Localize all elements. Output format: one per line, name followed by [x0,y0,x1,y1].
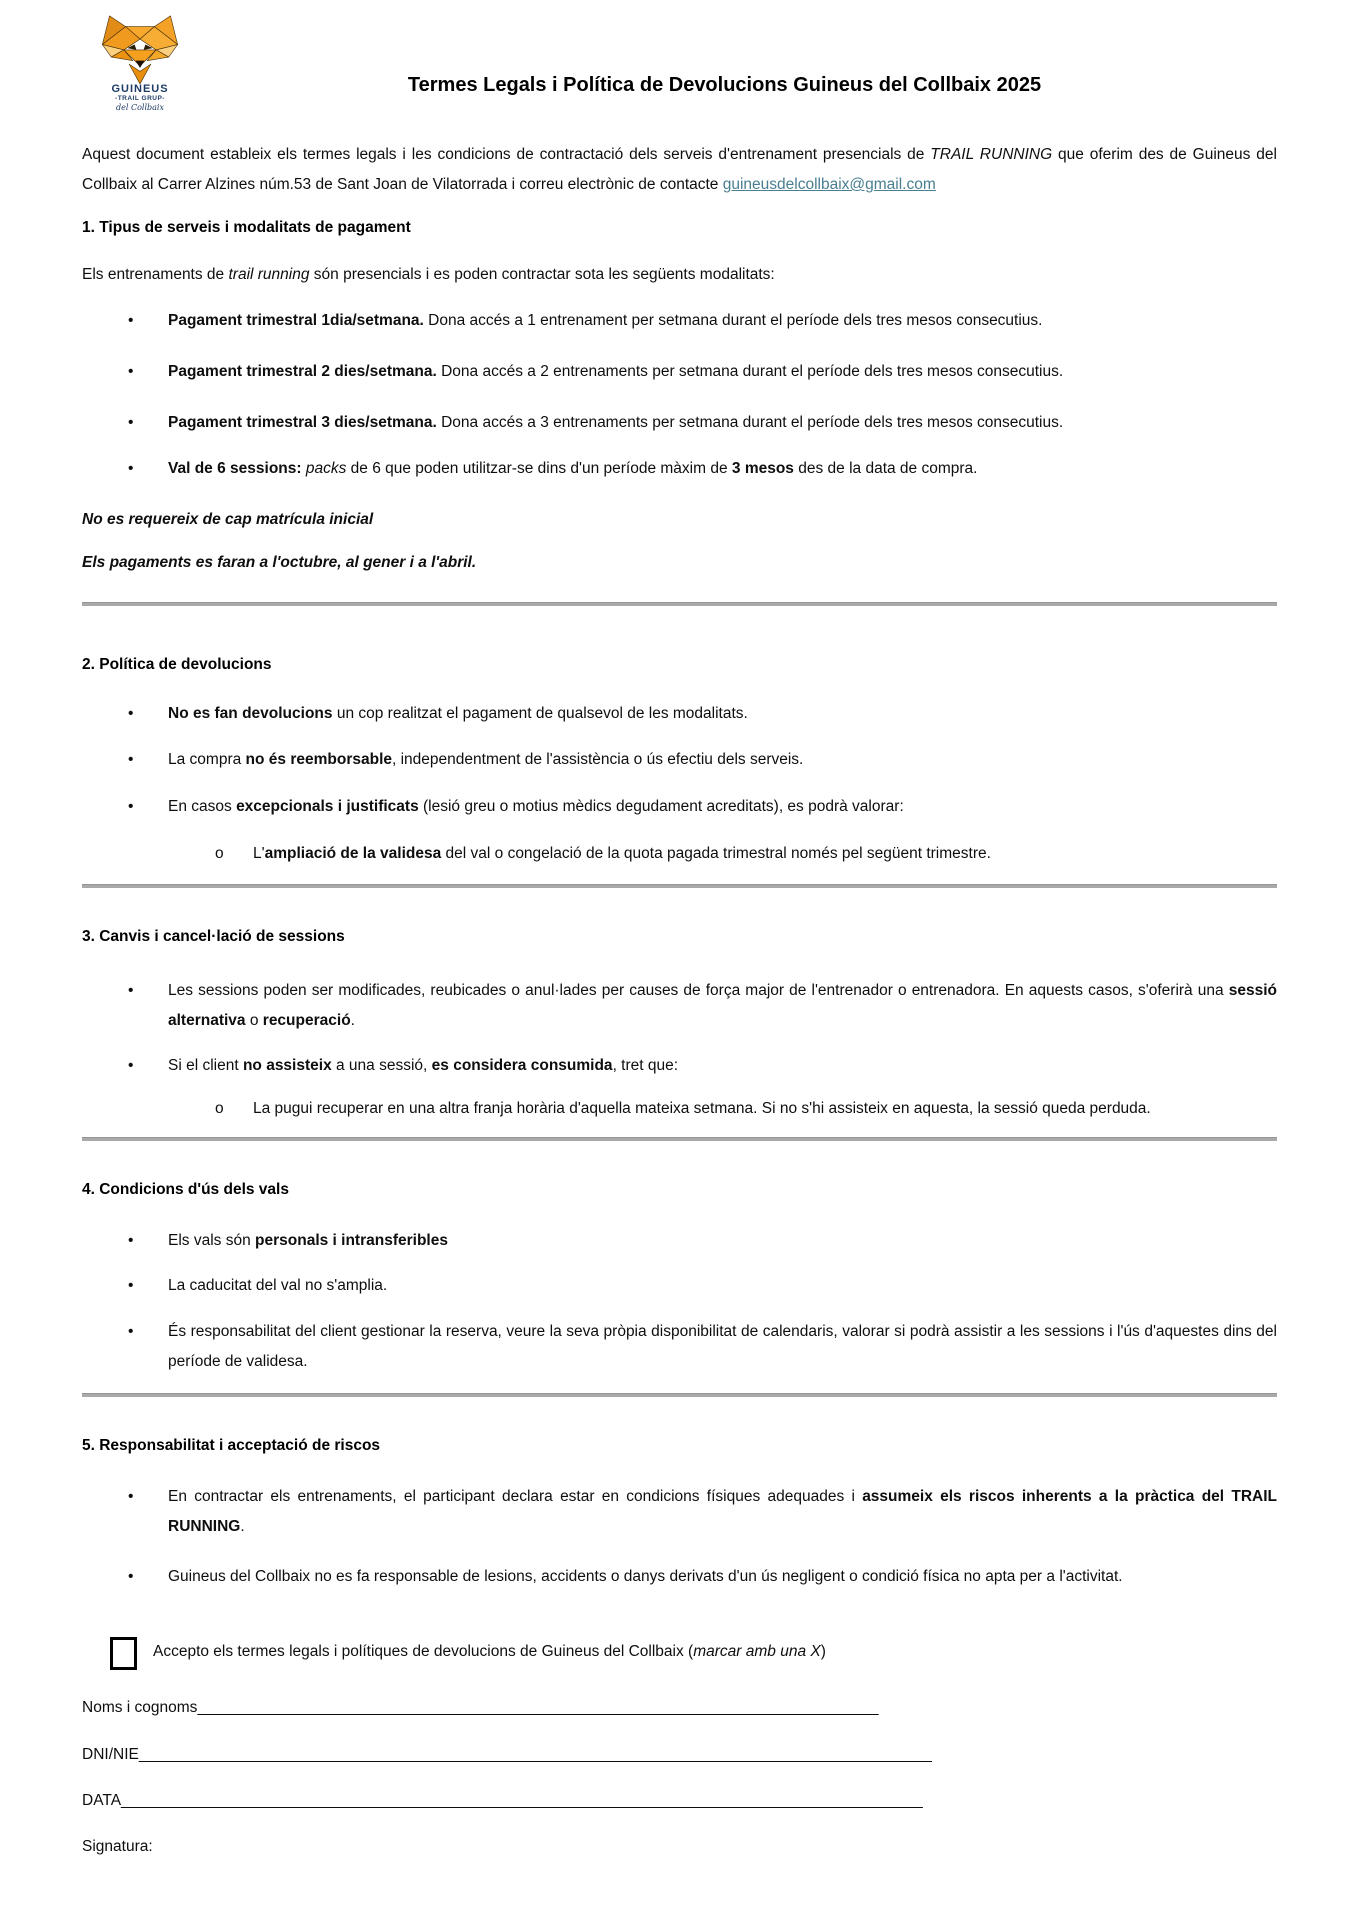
bullet-item: • Pagament trimestral 3 dies/setmana. Dona accés a 3 entrenaments per setmana durant el període dels tres mesos consecutius. [82,408,1277,438]
logo-script-text: del Collbaix [116,103,164,112]
section-4-heading: 4. Condicions d'ús dels vals [82,1181,289,1198]
name-field-row [82,1693,1277,1723]
bullet-marker: • [128,1277,134,1294]
bullet-item: • Pagament trimestral 2 dies/setmana. Dona accés a 2 entrenaments per setmana durant el període dels tres mesos consecutius. [82,357,1277,387]
date-blank-line[interactable]: _____________________________________________________________________________________________ [121,1792,923,1809]
fox-logo-icon [97,14,183,84]
bullet-item: • En contractar els entrenaments, el participant declara estar en condicions físiques adequades i assumeix els riscos inherents a la pràctica del TRAIL RUNNING. [82,1482,1277,1542]
bullet-item: • Si el client no assisteix a una sessió, es considera consumida, tret que: [82,1051,1277,1081]
sub-bullet-marker: o [215,1100,224,1117]
accept-checkbox[interactable] [110,1637,137,1670]
bullet-marker: • [128,1323,134,1340]
name-blank-line[interactable]: _______________________________________________________________________________ [197,1699,879,1716]
sub-bullet-item: o La pugui recuperar en una altra franja horària d'aquella mateixa setmana. Si no s'hi assisteix en aquesta, la sessió queda perduda. [82,1094,1277,1124]
section-3-heading: 3. Canvis i cancel·lació de sessions [82,928,345,945]
dni-label: DNI/NIE [82,1746,139,1763]
bullet-marker: • [128,1057,134,1074]
bullet-marker: • [128,1488,134,1505]
section-divider [82,884,1277,888]
note-no-matricula: No es requereix de cap matrícula inicial [82,511,374,528]
document-header [82,14,1277,120]
bullet-marker: • [128,751,134,768]
bullet-item: • És responsabilitat del client gestionar la reserva, veure la seva pròpia disponibilitat de calendaris, valorar si podrà assistir a les sessions i l'ús d'aquestes dins del període de validesa. [82,1317,1277,1377]
logo-brand-text: GUINEUS [111,83,169,95]
note-pagaments: Els pagaments es faran a l'octubre, al gener i a l'abril. [82,554,477,571]
section-1-lead: Els entrenaments de trail running són presencials i es poden contractar sota les següents modalitats: [82,266,775,283]
bullet-item: • La compra no és reemborsable, independentment de l'assistència o ús efectiu dels serveis. [82,745,1277,775]
bullet-item: • La caducitat del val no s'amplia. [82,1271,1277,1301]
bullet-item: • Pagament trimestral 1dia/setmana. Dona accés a 1 entrenament per setmana durant el període dels tres mesos consecutius. [82,306,1277,336]
email-link[interactable]: guineusdelcollbaix@gmail.com [722,176,936,193]
accept-terms-text: Accepto els termes legals i polítiques de devolucions de Guineus del Collbaix (marcar amb una X) [153,1643,826,1660]
section-divider [82,602,1277,606]
sub-bullet-marker: o [215,845,224,862]
bullet-marker: • [128,312,134,329]
bullet-marker: • [128,363,134,380]
date-label: DATA [82,1792,122,1809]
dni-blank-line[interactable]: ____________________________________________________________________________________________ [138,1746,932,1763]
bullet-marker: • [128,705,134,722]
sub-bullet-item: o L'ampliació de la validesa del val o congelació de la quota pagada trimestral només pel següent trimestre. [82,839,1277,869]
section-divider [82,1137,1277,1141]
logo-subtitle-text: -TRAIL GRUP- [115,95,165,102]
bullet-item: • Guineus del Collbaix no es fa responsable de lesions, accidents o danys derivats d'un ús negligent o condició física no apta per a l'activitat. [82,1562,1277,1592]
intro-paragraph: Aquest document estableix els termes legals i les condicions de contractació dels serveis d'entrenament presencials de TRAIL RUNNING que oferim des de Guineus del Collbaix al Carrer Alzines núm.53 de Sant Joan de Vilatorrada i correu electrònic de contacte guineusdelcollbaix@gmail.com [82,146,1277,193]
bullet-item: • No es fan devolucions un cop realitzat el pagament de qualsevol de les modalitats. [82,699,1277,729]
accept-terms-row [82,1637,1277,1670]
bullet-item: • Els vals són personals i intransferibles [82,1226,1277,1256]
page-title: Termes Legals i Política de Devolucions Guineus del Collbaix 2025 [407,74,1042,96]
bullet-item: • En casos excepcionals i justificats (lesió greu o motius mèdics degudament acreditats), es podrà valorar: [82,792,1277,822]
bullet-item: • Les sessions poden ser modificades, reubicades o anul·lades per causes de força major de l'entrenador o entrenadora. En aquests casos, s'oferirà una sessió alternativa o recuperació. [82,976,1277,1036]
section-1-heading: 1. Tipus de serveis i modalitats de pagament [82,219,411,236]
bullet-marker: • [128,1232,134,1249]
section-2-heading: 2. Política de devolucions [82,656,272,673]
bullet-marker: • [128,1568,134,1585]
bullet-marker: • [128,798,134,815]
signature-label: Signatura: [82,1838,153,1855]
bullet-marker: • [128,414,134,431]
bullet-marker: • [128,460,134,477]
bullet-item: • Val de 6 sessions: packs de 6 que poden utilitzar-se dins d'un període màxim de 3 mesos des de la data de compra. [82,454,1277,484]
dni-field-row [82,1740,1277,1770]
section-5-heading: 5. Responsabilitat i acceptació de riscos [82,1437,381,1454]
bullet-marker: • [128,982,134,999]
name-label: Noms i cognoms [82,1699,198,1716]
section-divider [82,1393,1277,1397]
date-field-row [82,1786,1277,1816]
